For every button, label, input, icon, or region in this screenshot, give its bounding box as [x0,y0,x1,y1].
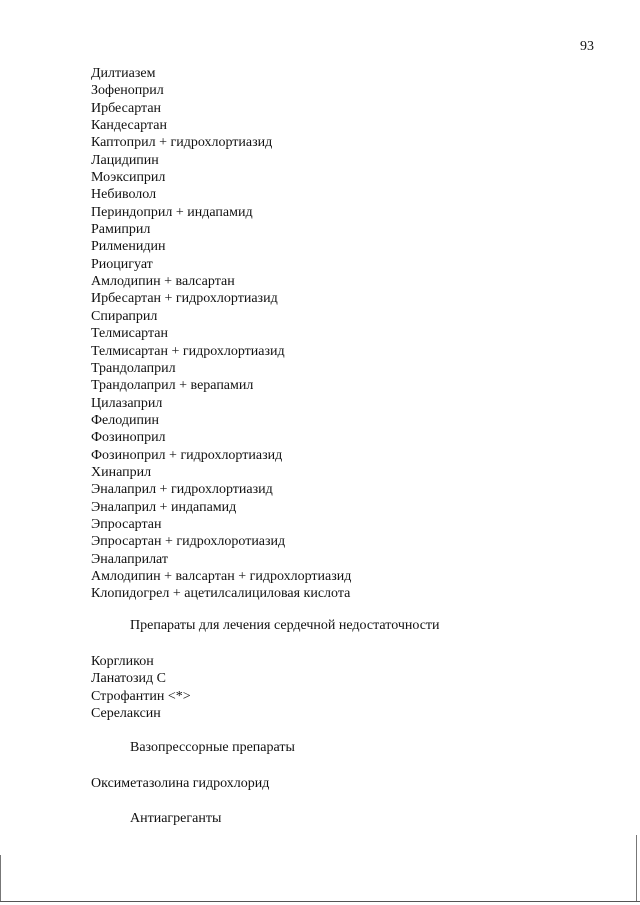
list-item: Хинаприл [91,464,152,480]
list-item: Цилазаприл [91,395,163,411]
list-item: Риоцигуат [91,256,153,272]
list-item: Телмисартан + гидрохлортиазид [91,343,285,359]
list-item: Коргликон [91,654,154,669]
list-item: Серелаксин [91,706,161,722]
list-item: Спираприл [91,308,158,324]
list-item: Кандесартан [91,118,167,134]
list-item: Клопидогрел + ацетилсалициловая кислота [91,586,351,602]
list-item: Зофеноприл [91,83,164,99]
list-item: Рамиприл [91,222,151,238]
list-item: Небиволол [91,187,157,203]
list-item: Трандолаприл [91,360,176,376]
section-heading-antiaggregants: Антиагреганты [130,811,222,826]
section-heading-heart-failure: Препараты для лечения сердечной недостаточности [130,618,440,633]
page-number: 93 [580,39,594,54]
list-item: Амлодипин + валсартан + гидрохлортиазид [91,568,352,584]
list-item: Фелодипин [91,412,159,428]
list-item: Рилменидин [91,239,166,255]
list-item: Строфантин <*> [91,688,191,704]
list-item: Ирбесартан + гидрохлортиазид [91,291,278,307]
list-item: Периндоприл + индапамид [91,204,253,220]
list-item: Ланатозид С [91,671,166,687]
list-item: Фозиноприл + гидрохлортиазид [91,447,283,463]
list-item: Эналаприл + гидрохлортиазид [91,482,273,498]
list-item: Моэксиприл [91,170,166,186]
list-item: Лацидипин [91,152,159,168]
list-item: Эналаприл + индапамид [91,499,237,515]
list-item: Эналаприлат [91,551,169,567]
scan-edge-bottom [0,901,640,902]
list-item: Дилтиазем [91,66,156,81]
scan-edge-right [636,835,637,901]
heart-failure-list [91,653,191,722]
list-item: Амлодипин + валсартан [91,274,235,290]
list-item: Каптоприл + гидрохлортиазид [91,135,273,151]
list-item: Эпросартан + гидрохлоротиазид [91,534,286,550]
list-item: Телмисартан [91,326,168,342]
list-item: Эпросартан [91,516,162,532]
list-item: Трандолаприл + верапамил [91,378,254,394]
list-item: Ирбесартан [91,100,162,116]
scan-edge-left [0,855,1,901]
list-item: Оксиметазолина гидрохлорид [91,776,270,791]
drug-list [91,65,351,603]
section-heading-vasopressor: Вазопрессорные препараты [130,740,295,755]
list-item: Фозиноприл [91,430,166,446]
